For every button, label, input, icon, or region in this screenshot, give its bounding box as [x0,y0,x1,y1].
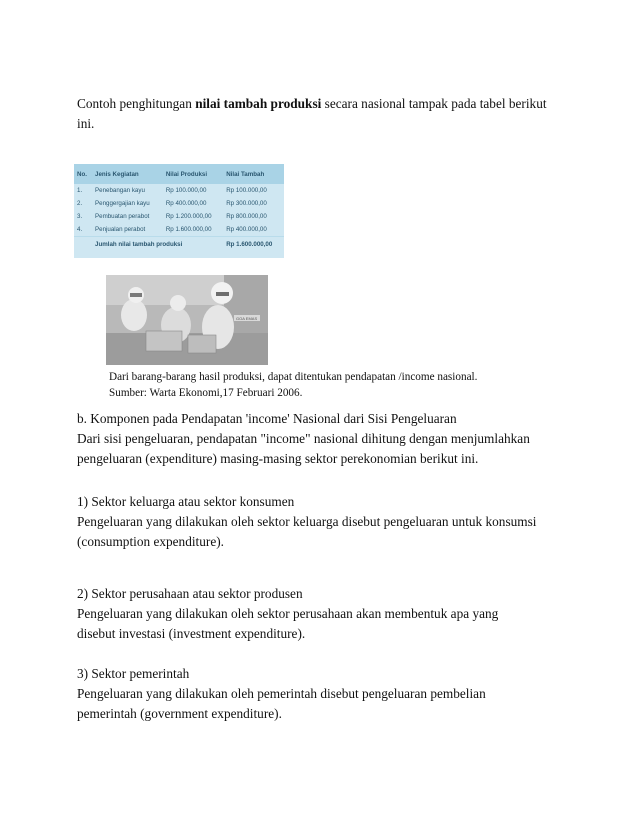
section-b-heading: b. Komponen pada Pendapatan 'income' Nasional dari Sisi Pengeluaran [77,411,457,426]
photo-caption-line1: Dari barang-barang hasil produksi, dapat ditentukan pendapatan /income nasional. [109,371,478,383]
table-cell: 1. [77,187,83,194]
table-cell: Rp 1.600.000,00 [165,226,212,233]
table-cell: Penjualan perabot [95,226,146,233]
intro-paragraph [77,94,547,134]
table-header-tambah: Nilai Tambah [223,164,284,184]
table-cell: 3. [77,213,83,220]
table-header-produksi: Nilai Produksi [163,164,223,184]
table-row [74,184,284,197]
item-1-line1: Pengeluaran yang dilakukan oleh sektor keluarga disebut pengeluaran untuk konsumsi [77,514,537,529]
photo-caption-source: Sumber: Warta Ekonomi,17 Februari 2006. [109,387,303,399]
item-3-line1: Pengeluaran yang dilakukan oleh pemerintah disebut pengeluaran pembelian [77,686,486,701]
table-row [74,210,284,223]
table-row [74,197,284,210]
table-total-value: Rp 1.600.000,00 [223,237,284,250]
item-3-line2: pemerintah (government expenditure). [77,706,282,721]
table-cell: Rp 1.200.000,00 [165,213,212,220]
table-row [74,223,284,237]
table-header-kegiatan: Jenis Kegiatan [92,164,163,184]
table-cell: Penebangan kayu [95,187,145,194]
workers-photo [106,275,268,365]
item-2-title: 2) Sektor perusahaan atau sektor produsen [77,586,303,601]
intro-text-after: secara nasional tampak pada tabel berikut ini. [77,96,547,131]
section-b-line2: pengeluaran (expenditure) masing-masing sektor perekonomian berikut ini. [77,451,479,466]
item-1-title: 1) Sektor keluarga atau sektor konsumen [77,494,295,509]
table-cell: Rp 400.000,00 [165,200,207,207]
item-2-line1: Pengeluaran yang dilakukan oleh sektor perusahaan akan membentuk apa yang [77,606,499,621]
table-cell: Pembuatan perabot [95,213,150,220]
item-3-title: 3) Sektor pemerintah [77,666,190,681]
table-cell: Rp 100.000,00 [165,187,207,194]
item-2-line2: disebut investasi (investment expenditure). [77,626,306,641]
table-total-row [74,237,284,250]
table-header-row [74,164,284,184]
item-1-line2: (consumption expenditure). [77,534,224,549]
table-cell: 4. [77,226,83,233]
production-value-table [74,164,284,258]
table-cell: 2. [77,200,83,207]
table-cell: Rp 400.000,00 [226,226,267,233]
table-total-label: Jumlah nilai tambah produksi [92,237,223,250]
table-cell: Penggergajian kayu [95,200,150,207]
intro-text-before: Contoh penghitungan [77,96,196,111]
section-b-line1: Dari sisi pengeluaran, pendapatan "income" nasional dihitung dengan menjumlahkan [77,431,530,446]
table-cell: Rp 800.000,00 [226,213,267,220]
intro-bold-term: nilai tambah produksi [195,96,322,111]
table-cell: Rp 100.000,00 [226,187,267,194]
table-cell: Rp 300.000,00 [226,200,267,207]
table-header-no: No. [74,164,92,184]
photo-sign-text: GOA EMAS [236,316,258,321]
